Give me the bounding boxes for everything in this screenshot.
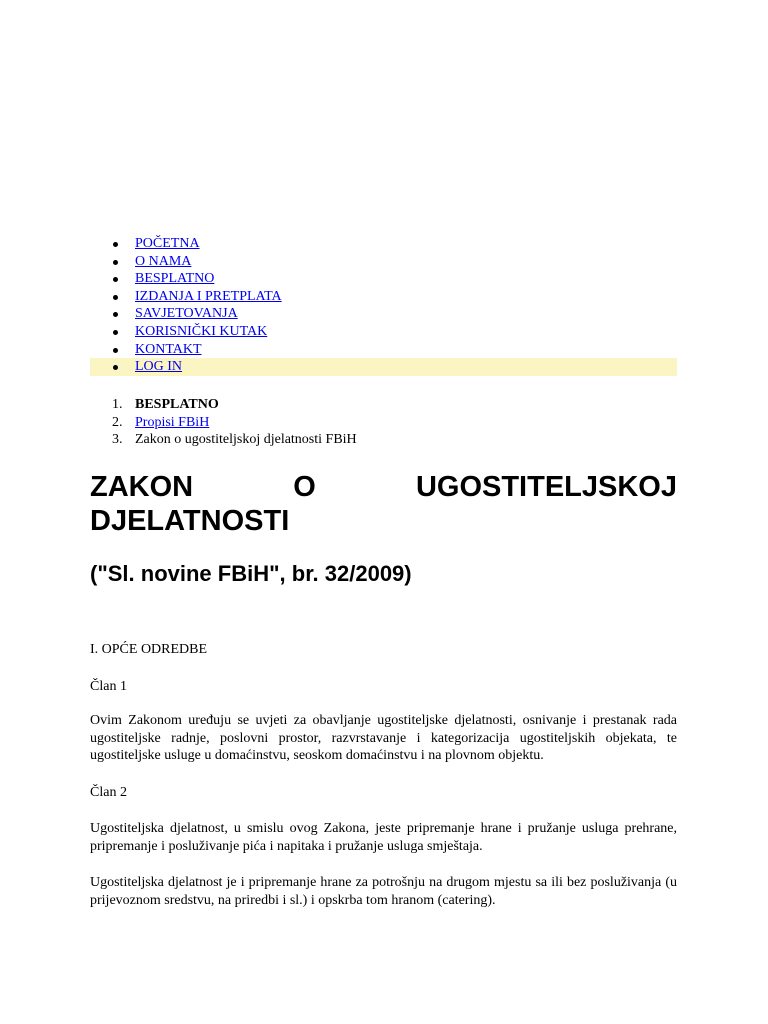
page-subtitle: ("Sl. novine FBiH", br. 32/2009) <box>90 561 412 586</box>
nav-link-o-nama[interactable]: O NAMA <box>135 253 192 269</box>
article-1-heading: Član 1 <box>90 679 127 694</box>
bullet-icon <box>113 312 118 317</box>
breadcrumb-item-propisi[interactable] <box>90 414 677 432</box>
nav-item-savjetovanja[interactable] <box>90 305 677 323</box>
breadcrumb-label-current-page: Zakon o ugostiteljskoj djelatnosti FBiH <box>135 432 357 448</box>
bullet-icon <box>113 277 118 282</box>
nav-link-savjetovanja[interactable]: SAVJETOVANJA <box>135 306 238 322</box>
bullet-icon <box>113 365 118 370</box>
bullet-icon <box>113 260 118 265</box>
nav-link-log-in[interactable]: LOG IN <box>135 359 183 375</box>
main-nav <box>90 235 677 376</box>
breadcrumb-label-current-section: BESPLATNO <box>135 397 219 412</box>
bullet-icon <box>113 242 118 247</box>
section-heading: I. OPĆE ODREDBE <box>90 642 208 657</box>
bullet-icon <box>113 330 118 335</box>
breadcrumb-item-current <box>90 431 677 449</box>
bullet-icon <box>113 348 118 353</box>
nav-link-korisnicki-kutak[interactable]: KORISNIČKI KUTAK <box>135 323 268 339</box>
article-2-paragraph-1: Ugostiteljska djelatnost, u smislu ovog Zakona, jeste pripremanje hrane i pružanje usluga prehrane, pripremanje i posluživanje pića i napitaka i pružanje usluga smještaja. <box>90 821 677 854</box>
breadcrumb <box>90 396 677 449</box>
article-2-paragraph-2: Ugostiteljska djelatnost je i pripremanje hrane za potrošnju na drugom mjestu sa ili bez posluživanja (u prijevoznom sredstvu, na priredbi i sl.) i opskrba tom hranom (catering). <box>90 875 677 908</box>
nav-link-pocetna[interactable]: POČETNA <box>135 236 200 251</box>
nav-item-o-nama[interactable] <box>90 253 677 271</box>
bullet-icon <box>113 295 118 300</box>
nav-link-besplatno[interactable]: BESPLATNO <box>135 271 215 287</box>
breadcrumb-link-propisi[interactable]: Propisi FBiH <box>135 414 210 430</box>
breadcrumb-number: 2. <box>112 414 123 430</box>
nav-item-log-in[interactable] <box>90 358 677 376</box>
article-1-text: Ovim Zakonom uređuju se uvjeti za obavljanje ugostiteljske djelatnosti, osnivanje i prestanak rada ugostiteljske radnje, poslovni prostor, razvrstavanje i kategorizacija ugostiteljskih objekata, te ugostiteljske usluge u domaćinstvu, seoskom domaćinstvu i na plovnom objektu. <box>90 713 677 763</box>
breadcrumb-number: 3. <box>112 432 123 448</box>
breadcrumb-item-besplatno <box>90 396 677 414</box>
article-2-heading: Član 2 <box>90 785 127 800</box>
nav-link-izdanja[interactable]: IZDANJA I PRETPLATA <box>135 288 282 304</box>
nav-link-kontakt[interactable]: KONTAKT <box>135 341 202 357</box>
nav-item-korisnicki-kutak[interactable] <box>90 323 677 341</box>
page-title: ZAKON O UGOSTITELJSKOJ DJELATNOSTI <box>90 471 677 537</box>
nav-item-besplatno[interactable] <box>90 270 677 288</box>
nav-item-izdanja[interactable] <box>90 288 677 306</box>
nav-item-kontakt[interactable] <box>90 341 677 359</box>
nav-item-pocetna[interactable] <box>90 235 677 253</box>
breadcrumb-number: 1. <box>112 397 123 412</box>
